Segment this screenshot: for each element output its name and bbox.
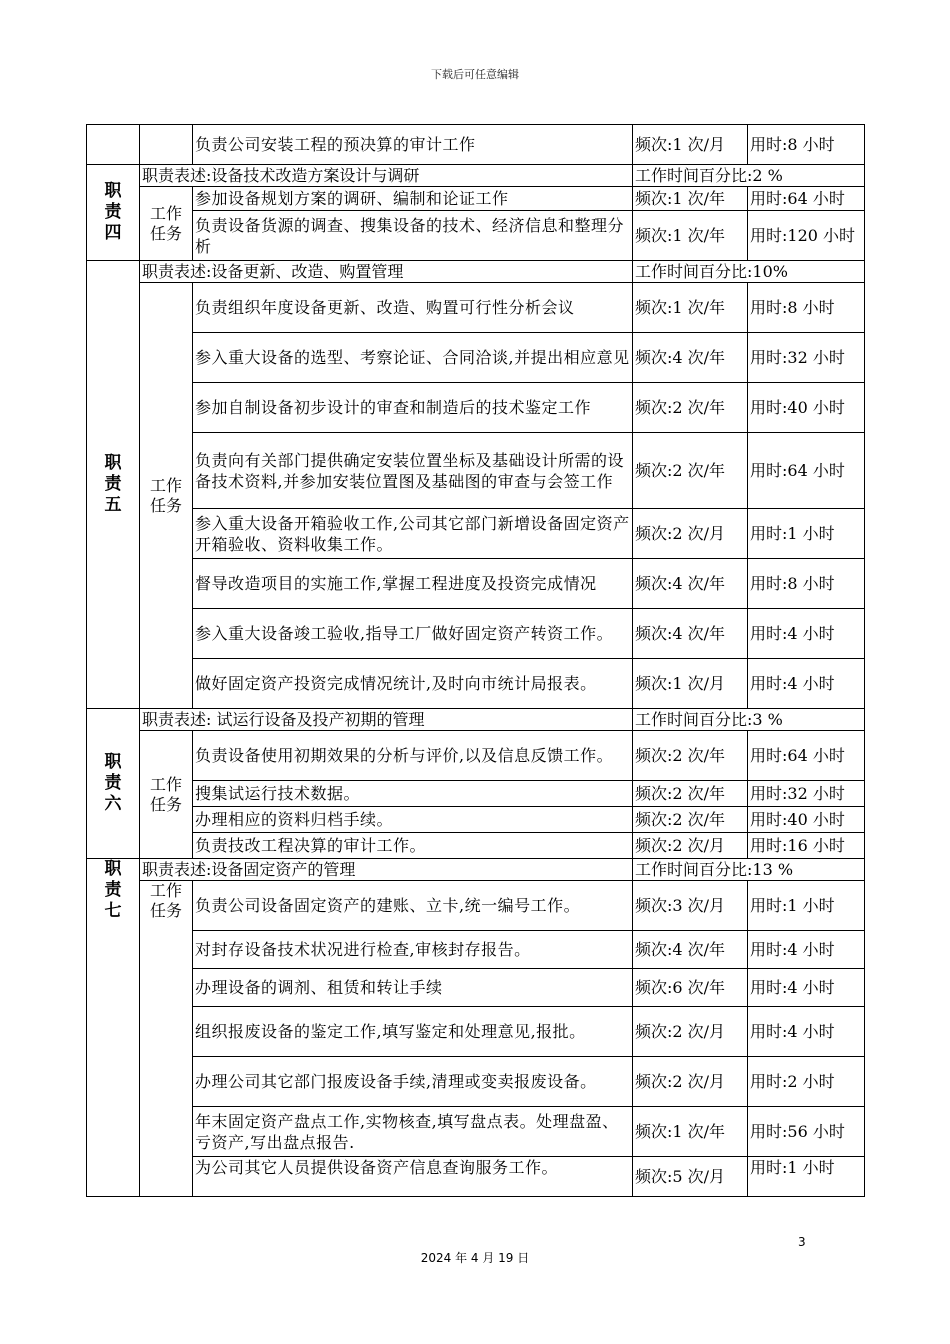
time-cell: 用时:64 小时 <box>748 433 865 509</box>
frequency-cell: 频次:1 次/年 <box>633 211 748 261</box>
table-row <box>87 969 865 1007</box>
frequency-cell: 频次:5 次/月 <box>633 1157 748 1197</box>
task-cell: 办理公司其它部门报废设备手续,清理或变卖报废设备。 <box>193 1057 633 1107</box>
task-cell: 年末固定资产盘点工作,实物核查,填写盘点表。处理盘盈、亏资产,写出盘点报告. <box>193 1107 633 1157</box>
frequency-cell: 频次:1 次/年 <box>633 187 748 211</box>
frequency-cell: 频次:2 次/年 <box>633 807 748 833</box>
tasks-label-text: 工作任务 <box>149 203 182 243</box>
time-cell: 用时:64 小时 <box>748 731 865 781</box>
table-row <box>87 283 865 333</box>
duty-label <box>87 859 140 1197</box>
table-row <box>87 807 865 833</box>
duty-description-row <box>87 859 865 881</box>
frequency-cell: 频次:2 次/年 <box>633 433 748 509</box>
duty-description: 职责表述: 试运行设备及投产初期的管理 <box>140 709 633 731</box>
frequency-cell: 频次:1 次/月 <box>633 659 748 709</box>
table-row <box>87 833 865 859</box>
time-cell: 用时:4 小时 <box>748 1007 865 1057</box>
frequency-cell: 频次:2 次/月 <box>633 1057 748 1107</box>
task-cell: 负责公司设备固定资产的建账、立卡,统一编号工作。 <box>193 881 633 931</box>
duty-description-row <box>87 709 865 731</box>
duty-label-cell <box>87 125 140 165</box>
frequency-cell: 频次:2 次/月 <box>633 833 748 859</box>
table-row <box>87 731 865 781</box>
frequency-cell: 频次:2 次/年 <box>633 731 748 781</box>
time-cell: 用时:2 小时 <box>748 1057 865 1107</box>
frequency-cell: 频次:2 次/月 <box>633 1007 748 1057</box>
task-cell: 参加设备规划方案的调研、编制和论证工作 <box>193 187 633 211</box>
frequency-cell: 频次:6 次/年 <box>633 969 748 1007</box>
page-footer-date: 2024 年 4 月 19 日 <box>420 1251 530 1265</box>
time-cell: 用时:1 小时 <box>748 1157 865 1197</box>
table-row <box>87 333 865 383</box>
frequency-cell: 频次:4 次/年 <box>633 333 748 383</box>
time-cell: 用时:120 小时 <box>748 211 865 261</box>
table-row <box>87 931 865 969</box>
table-row <box>87 659 865 709</box>
task-cell: 办理相应的资料归档手续。 <box>193 807 633 833</box>
time-cell: 用时:16 小时 <box>748 833 865 859</box>
task-cell: 负责公司安装工程的预决算的审计工作 <box>193 125 633 165</box>
duty-table <box>86 124 865 1197</box>
tasks-label-text: 工作任务 <box>149 475 182 515</box>
time-cell: 用时:40 小时 <box>748 807 865 833</box>
duty-label-text: 职责六 <box>104 752 122 814</box>
table-row <box>87 1057 865 1107</box>
table-row <box>87 1107 865 1157</box>
frequency-cell: 频次:1 次/月 <box>633 125 748 165</box>
time-cell: 用时:8 小时 <box>748 559 865 609</box>
frequency-cell: 频次:4 次/年 <box>633 931 748 969</box>
task-cell: 参入重大设备竣工验收,指导工厂做好固定资产转资工作。 <box>193 609 633 659</box>
task-cell: 负责向有关部门提供确定安装位置坐标及基础设计所需的设备技术资料,并参加安装位置图及基础图的审查与会签工作 <box>193 433 633 509</box>
time-cell: 用时:4 小时 <box>748 609 865 659</box>
table-row <box>87 509 865 559</box>
duty-description: 职责表述:设备更新、改造、购置管理 <box>140 261 633 283</box>
task-cell: 督导改造项目的实施工作,掌握工程进度及投资完成情况 <box>193 559 633 609</box>
time-percentage: 工作时间百分比:13 % <box>633 859 865 881</box>
tasks-label <box>140 187 193 261</box>
task-cell: 参入重大设备的选型、考察论证、合同洽谈,并提出相应意见 <box>193 333 633 383</box>
frequency-cell: 频次:4 次/年 <box>633 609 748 659</box>
page-number: 3 <box>798 1235 806 1249</box>
task-cell: 对封存设备技术状况进行检查,审核封存报告。 <box>193 931 633 969</box>
duty-label-text: 职责四 <box>104 181 122 243</box>
task-cell: 为公司其它人员提供设备资产信息查询服务工作。 <box>193 1157 633 1197</box>
frequency-cell: 频次:4 次/年 <box>633 559 748 609</box>
duty-description: 职责表述:设备技术改造方案设计与调研 <box>140 165 633 187</box>
task-cell: 做好固定资产投资完成情况统计,及时向市统计局报表。 <box>193 659 633 709</box>
time-cell: 用时:56 小时 <box>748 1107 865 1157</box>
frequency-cell: 频次:2 次/年 <box>633 383 748 433</box>
frequency-cell: 频次:2 次/月 <box>633 509 748 559</box>
table-row <box>87 1157 865 1197</box>
duty-description-row <box>87 165 865 187</box>
duty-description: 职责表述:设备固定资产的管理 <box>140 859 633 881</box>
frequency-cell: 频次:1 次/年 <box>633 1107 748 1157</box>
table-row <box>87 781 865 807</box>
tasks-label-text: 工作任务 <box>149 774 182 814</box>
time-percentage: 工作时间百分比:10% <box>633 261 865 283</box>
table-row <box>87 881 865 931</box>
tasks-label <box>140 881 193 1197</box>
duty-description-row <box>87 261 865 283</box>
duty-label <box>87 165 140 261</box>
frequency-cell: 频次:2 次/年 <box>633 781 748 807</box>
task-cell: 搜集试运行技术数据。 <box>193 781 633 807</box>
duty-label <box>87 709 140 859</box>
task-cell: 负责设备货源的调查、搜集设备的技术、经济信息和整理分析 <box>193 211 633 261</box>
table-row <box>87 125 865 165</box>
tasks-label <box>140 731 193 859</box>
time-cell: 用时:32 小时 <box>748 781 865 807</box>
task-cell: 负责技改工程决算的审计工作。 <box>193 833 633 859</box>
table-row <box>87 187 865 211</box>
tasks-label-text: 工作任务 <box>149 881 182 920</box>
frequency-cell: 频次:1 次/年 <box>633 283 748 333</box>
time-cell: 用时:1 小时 <box>748 509 865 559</box>
table-row <box>87 1007 865 1057</box>
tasks-label <box>140 283 193 709</box>
task-cell: 办理设备的调剂、租赁和转让手续 <box>193 969 633 1007</box>
time-cell: 用时:40 小时 <box>748 383 865 433</box>
duty-label <box>87 261 140 709</box>
time-cell: 用时:4 小时 <box>748 931 865 969</box>
table-row <box>87 559 865 609</box>
time-percentage: 工作时间百分比:2 % <box>633 165 865 187</box>
task-cell: 负责组织年度设备更新、改造、购置可行性分析会议 <box>193 283 633 333</box>
frequency-cell: 频次:3 次/月 <box>633 881 748 931</box>
table-row <box>87 383 865 433</box>
page-header: 下载后可任意编辑 <box>431 68 519 81</box>
time-cell: 用时:8 小时 <box>748 283 865 333</box>
task-cell: 参加自制设备初步设计的审查和制造后的技术鉴定工作 <box>193 383 633 433</box>
duty-label-text: 职责五 <box>104 453 122 515</box>
time-cell: 用时:32 小时 <box>748 333 865 383</box>
duty-label-text: 职责七 <box>104 859 122 921</box>
table-row <box>87 433 865 509</box>
tasks-label-cell <box>140 125 193 165</box>
time-cell: 用时:8 小时 <box>748 125 865 165</box>
time-cell: 用时:1 小时 <box>748 881 865 931</box>
time-cell: 用时:4 小时 <box>748 969 865 1007</box>
time-percentage: 工作时间百分比:3 % <box>633 709 865 731</box>
table-row <box>87 609 865 659</box>
task-cell: 参入重大设备开箱验收工作,公司其它部门新增设备固定资产开箱验收、资料收集工作。 <box>193 509 633 559</box>
time-cell: 用时:4 小时 <box>748 659 865 709</box>
task-cell: 负责设备使用初期效果的分析与评价,以及信息反馈工作。 <box>193 731 633 781</box>
time-cell: 用时:64 小时 <box>748 187 865 211</box>
task-cell: 组织报废设备的鉴定工作,填写鉴定和处理意见,报批。 <box>193 1007 633 1057</box>
table-row <box>87 211 865 261</box>
